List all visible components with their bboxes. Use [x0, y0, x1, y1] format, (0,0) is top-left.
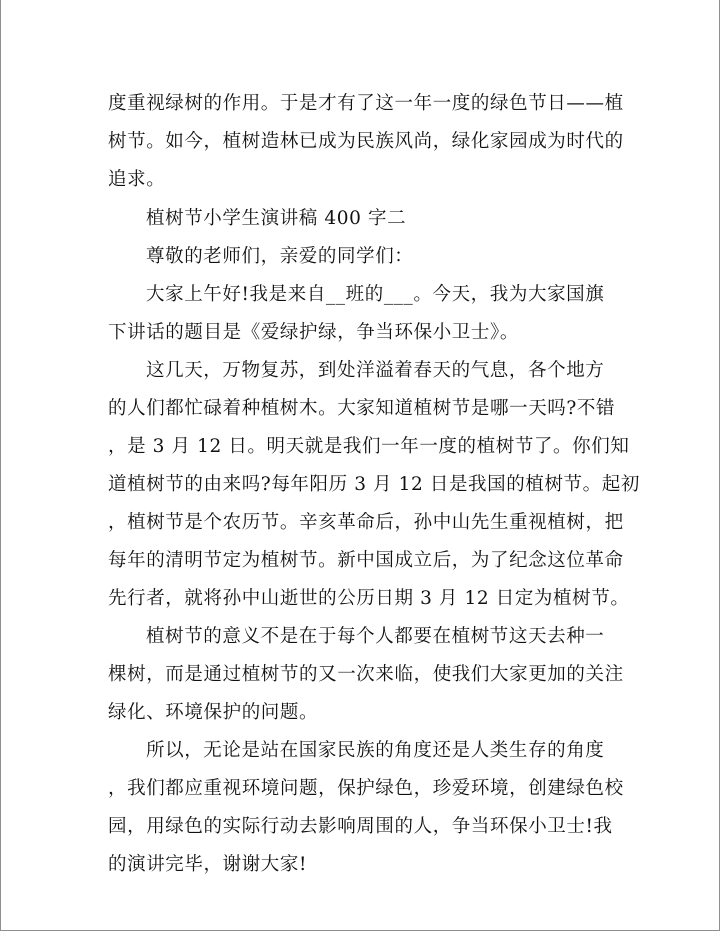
text-line-18: 所以，无论是站在国家民族的角度还是人类生存的角度 [146, 740, 605, 761]
text-line-20: 园，用绿色的实际行动去影响周围的人，争当环保小卫士!我 [108, 816, 613, 837]
section-heading: 植树节小学生演讲稿 400 字二 [146, 208, 407, 229]
text-line-3: 追求。 [108, 169, 166, 190]
text-line-17: 绿化、环境保护的问题。 [108, 702, 319, 723]
text-line-1: 度重视绿树的作用。于是才有了这一年一度的绿色节日——植 [108, 93, 624, 114]
text-line-10: ，是 3 月 12 日。明天就是我们一年一度的植树节了。你们知 [108, 436, 630, 457]
text-line-9: 的人们都忙碌着种植树木。大家知道植树节是哪一天吗?不错 [108, 398, 616, 419]
salutation: 尊敬的老师们，亲爱的同学们： [146, 246, 414, 267]
text-line-21: 的演讲完毕，谢谢大家! [108, 854, 308, 875]
text-line-6: 大家上午好!我是来自__班的___。今天，我为大家国旗 [146, 284, 605, 305]
text-line-7: 下讲话的题目是《爱绿护绿，争当环保小卫士》。 [108, 322, 519, 343]
document-content [1, 0, 719, 930]
text-line-8: 这几天，万物复苏，到处洋溢着春天的气息，各个地方 [146, 360, 605, 381]
text-line-19: ，我们都应重视环境问题，保护绿色，珍爱环境，创建绿色校 [108, 778, 624, 799]
text-line-16: 棵树，而是通过植树节的又一次来临，使我们大家更加的关注 [108, 664, 624, 685]
text-line-12: ，植树节是个农历节。辛亥革命后，孙中山先生重视植树，把 [108, 512, 624, 533]
text-line-14: 先行者，就将孙中山逝世的公历日期 3 月 12 日定为植树节。 [108, 588, 630, 609]
text-line-15: 植树节的意义不是在于每个人都要在植树节这天去种一 [146, 626, 605, 647]
text-line-11: 道植树节的由来吗?每年阳历 3 月 12 日是我国的植树节。起初 [108, 474, 640, 495]
text-line-13: 每年的清明节定为植树节。新中国成立后，为了纪念这位革命 [108, 550, 624, 571]
text-line-2: 树节。如今，植树造林已成为民族风尚，绿化家园成为时代的 [108, 131, 624, 152]
